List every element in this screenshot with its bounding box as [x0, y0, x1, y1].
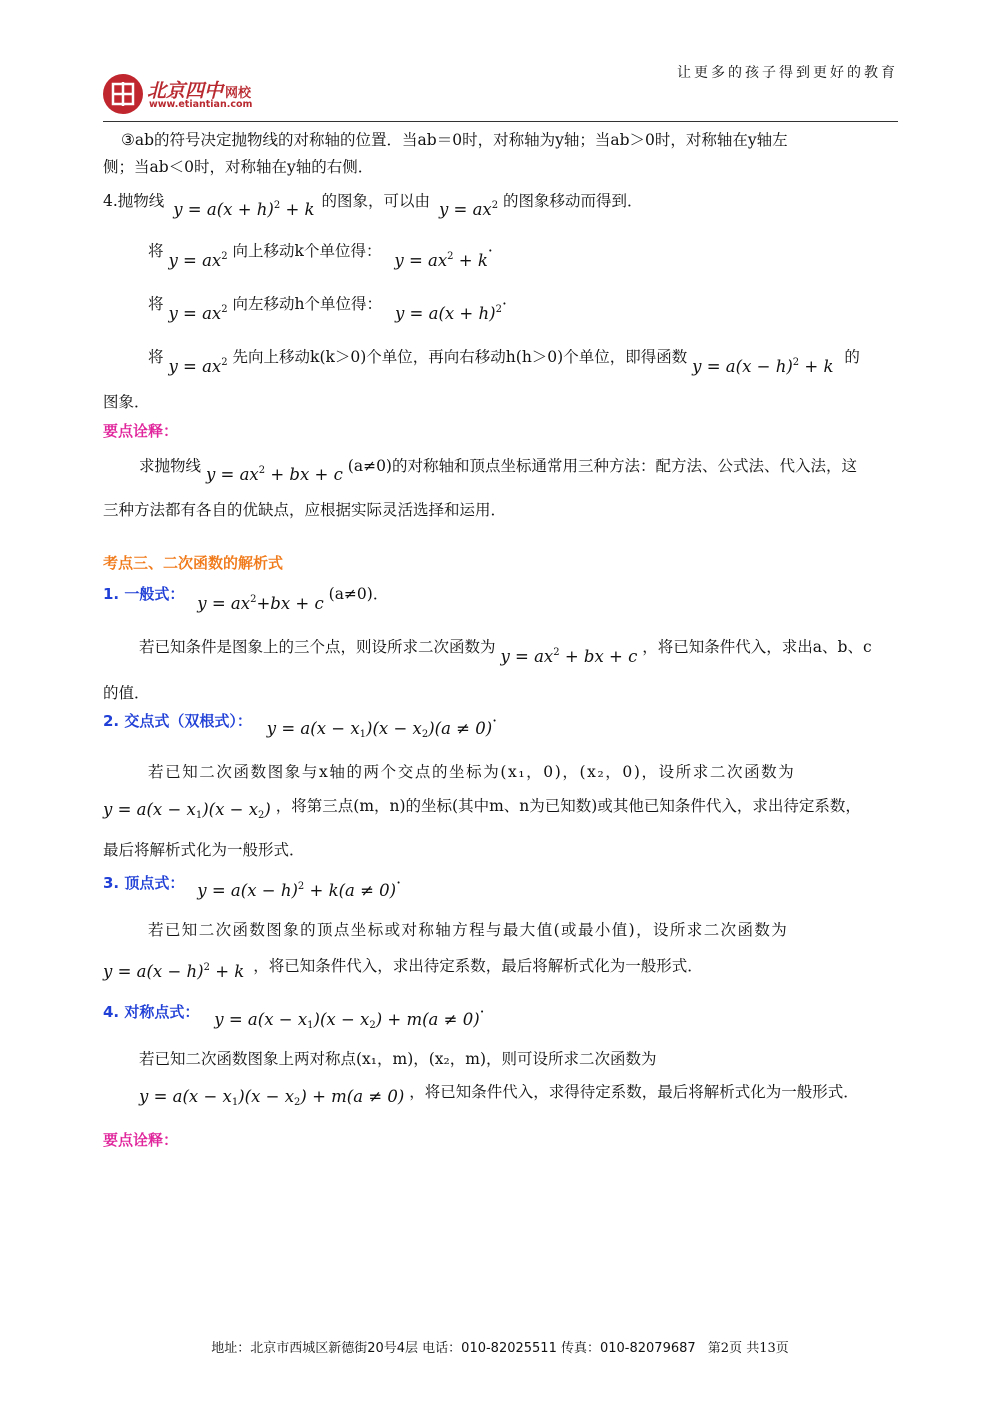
note-heading: 要点诠释： — [103, 1131, 179, 1149]
subsection: 1. 一般式： $y = ax^2+bx + c$ (a≠0)． — [103, 585, 389, 613]
text-line: $y = a(x - h)^2 + k$ ，将已知条件代入，求出待定系数，最后将解析式化为一般形式． — [103, 957, 703, 981]
footer-address: 地址：北京市西城区新德街20号4层 电话：010-82025511 传真：010-82079687 — [211, 1341, 696, 1356]
text-line: 若已知二次函数图象的顶点坐标或对称轴方程与最大值(或最小值)，设所求二次函数为 — [148, 921, 789, 939]
text-line: 若已知二次函数图象上两对称点(x₁，m)，(x₂，m)，则可设所求二次函数为 — [139, 1050, 657, 1068]
text-line: $y = a(x - x_1)(x - x_2)$ ，将第三点(m，n)的坐标(其中m、n为已知数)或其他已知条件代入，求出待定系数， — [103, 797, 861, 821]
text-line: $y = a(x - x_1)(x - x_2) + m(a \ne 0)$ ，将已知条件代入，求得待定系数，最后将解析式化为一般形式． — [139, 1083, 859, 1108]
text-line: 将 $y = ax^2$ 先向上移动k(k＞0)个单位，再向右移动h(h＞0)个单位，即得函数 $y = a(x - h)^2 + k$ 的 — [148, 348, 860, 376]
text-line: 三种方法都有各自的优缺点，应根据实际灵活选择和运用． — [103, 501, 507, 519]
slogan: 让更多的孩子得到更好的教育 — [677, 65, 898, 81]
logo-text: 北京四中 网校 — [147, 80, 252, 102]
subsection: 2. 交点式（双根式）： $y = a(x - x_1)(x - x_2)(a \ne 0)\cdot$ — [103, 712, 498, 740]
text-line: ③ab的符号决定抛物线的对称轴的位置．当ab＝0时，对称轴为y轴；当ab＞0时，对称轴在y轴左 — [121, 131, 788, 149]
section-heading: 考点三、二次函数的解析式 — [103, 554, 284, 572]
logo — [103, 74, 303, 116]
text-line: 将 $y = ax^2$ 向上移动k个单位得： $y = ax^2 + k\cdot$ — [148, 242, 493, 270]
text-line: 的值． — [103, 684, 150, 702]
text-line: 4.抛物线 $y = a(x + h)^2 + k$ 的图象，可以由 $y = ax^2$ 的图象移动而得到． — [103, 192, 643, 219]
text-line: 若已知二次函数图象与x轴的两个交点的坐标为(x₁，0)，(x₂，0)，设所求二次函数为 — [148, 763, 796, 781]
text-line: 图象． — [103, 393, 150, 411]
page-number: 第2页 共13页 — [707, 1341, 789, 1356]
text-line: 求抛物线 $y = ax^2$ + bx + c (a≠0)的对称轴和顶点坐标通常用三种方法：配方法、公式法、代入法，这 — [139, 457, 857, 484]
note-heading: 要点诠释： — [103, 422, 179, 440]
logo-url: www.etiantian.com — [149, 99, 253, 110]
header-divider — [103, 121, 898, 122]
subsection: 3. 顶点式： $y = a(x - h)^2 + k(a \ne 0)\cdot$ — [103, 874, 402, 900]
subsection: 4. 对称点式： $y = a(x - x_1)(x - x_2) + m(a \ne 0)\cdot$ — [103, 1003, 485, 1031]
text-line: 将 $y = ax^2$ 向左移动h个单位得： $y = a(x + h)^2\cdot$ — [148, 295, 507, 323]
text-line: 若已知条件是图象上的三个点，则设所求二次函数为 $y = ax^2$ + bx + c ，将已知条件代入，求出a、b、c — [139, 638, 872, 666]
text-line: 最后将解析式化为一般形式． — [103, 841, 305, 859]
seal-icon — [103, 74, 143, 114]
text-line: 侧；当ab＜0时，对称轴在y轴的右侧． — [103, 158, 374, 176]
page-footer — [0, 1337, 1000, 1356]
